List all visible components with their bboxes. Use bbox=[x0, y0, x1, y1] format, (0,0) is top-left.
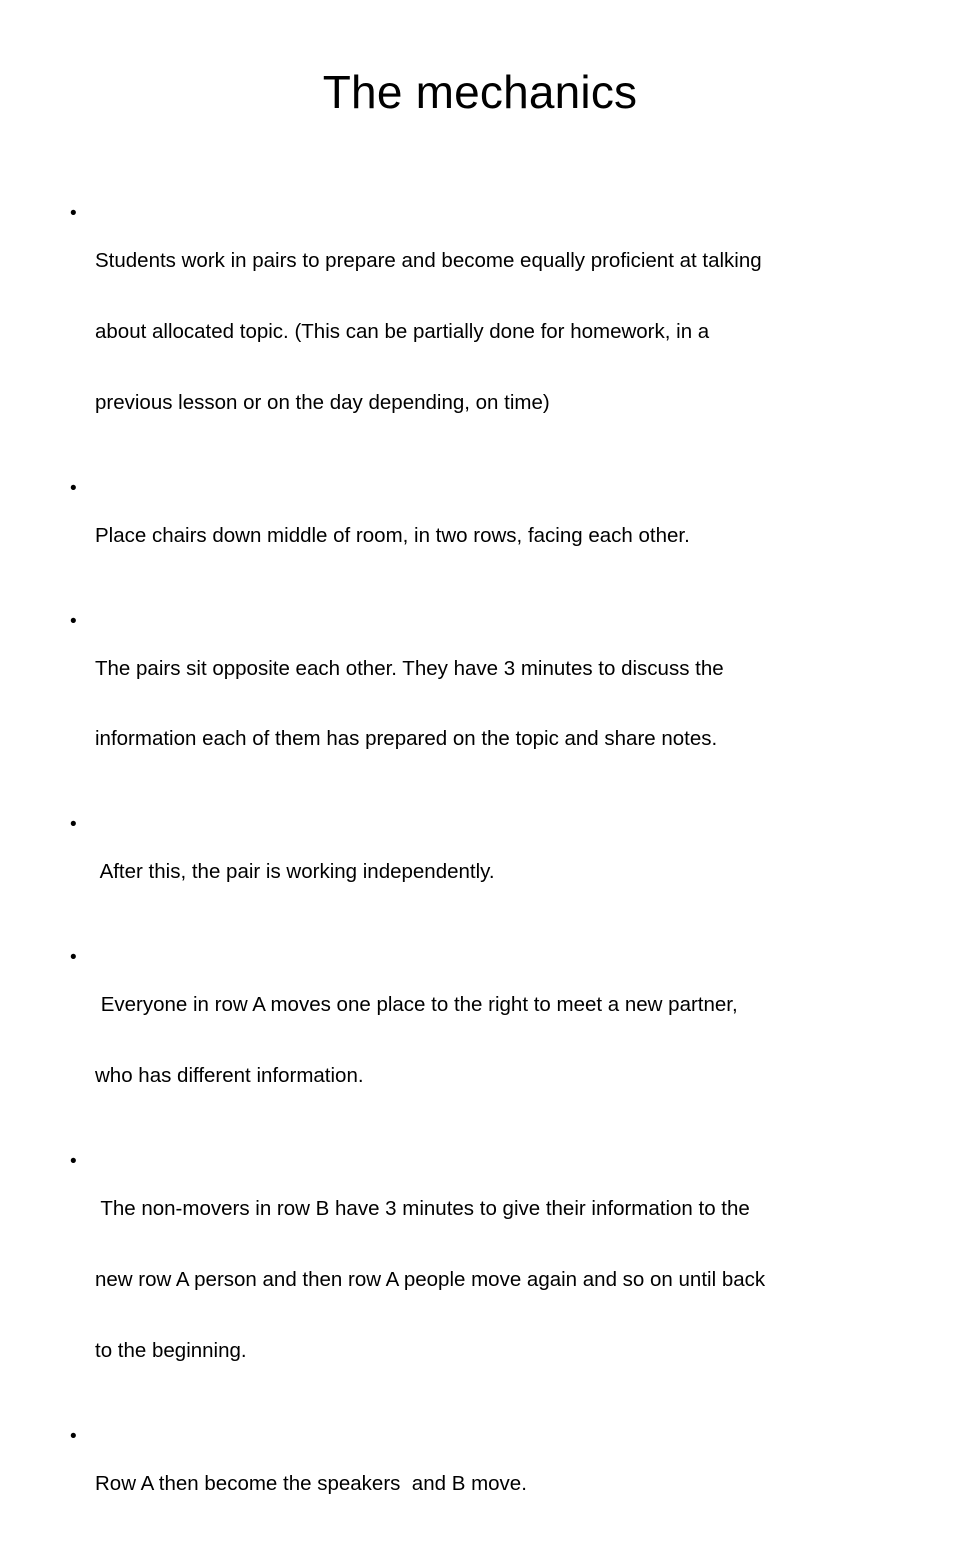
bullet-item-4 bbox=[70, 813, 910, 931]
bullet-icon: • bbox=[70, 814, 77, 836]
bullet-line: Everyone in row A moves one place to the right to meet a new partner, bbox=[95, 993, 738, 1017]
bullet-line: The non-movers in row B have 3 minutes to give their information to the bbox=[95, 1197, 750, 1221]
bullet-line: Row A then become the speakers and B move. bbox=[95, 1471, 527, 1495]
bullet-item-6 bbox=[70, 1150, 910, 1410]
bullet-item-7 bbox=[70, 1425, 910, 1543]
bullet-icon: • bbox=[70, 947, 77, 969]
bullet-icon: • bbox=[70, 1150, 77, 1172]
bullet-icon: • bbox=[70, 477, 77, 499]
bullet-line: Place chairs down middle of room, in two rows, facing each other. bbox=[95, 523, 690, 547]
bullet-icon: • bbox=[70, 610, 77, 632]
bullet-icon: • bbox=[70, 203, 77, 224]
bullet-icon: • bbox=[70, 1425, 77, 1447]
bullet-text bbox=[95, 1174, 910, 1409]
bullet-line: to the beginning. bbox=[95, 1338, 247, 1362]
slide-title: The mechanics bbox=[322, 66, 638, 118]
bullet-line: previous lesson or on the day depending, on time) bbox=[95, 390, 550, 414]
bullet-item-1 bbox=[70, 202, 910, 462]
bullet-item-2 bbox=[70, 477, 910, 595]
bullet-line: After this, the pair is working independently. bbox=[95, 860, 495, 884]
bullet-text bbox=[95, 633, 910, 798]
bullet-line: who has different information. bbox=[95, 1064, 364, 1088]
bullet-item-3 bbox=[70, 610, 910, 799]
bullet-text bbox=[95, 226, 910, 461]
bullet-line: Students work in pairs to prepare and become equally proficient at talking bbox=[95, 249, 762, 273]
bullet-list bbox=[70, 202, 910, 1557]
bullet-line: The pairs sit opposite each other. They have 3 minutes to discuss the bbox=[95, 656, 724, 680]
bullet-text bbox=[95, 1448, 910, 1542]
bullet-text bbox=[95, 837, 910, 931]
bullet-line: new row A person and then row A people move again and so on until back bbox=[95, 1267, 766, 1291]
bullet-text bbox=[95, 970, 910, 1135]
bullet-line: information each of them has prepared on the topic and share notes. bbox=[95, 727, 718, 751]
bullet-line: about allocated topic. (This can be partially done for homework, in a bbox=[95, 319, 710, 343]
bullet-text bbox=[95, 500, 910, 594]
bullet-item-5 bbox=[70, 946, 910, 1135]
